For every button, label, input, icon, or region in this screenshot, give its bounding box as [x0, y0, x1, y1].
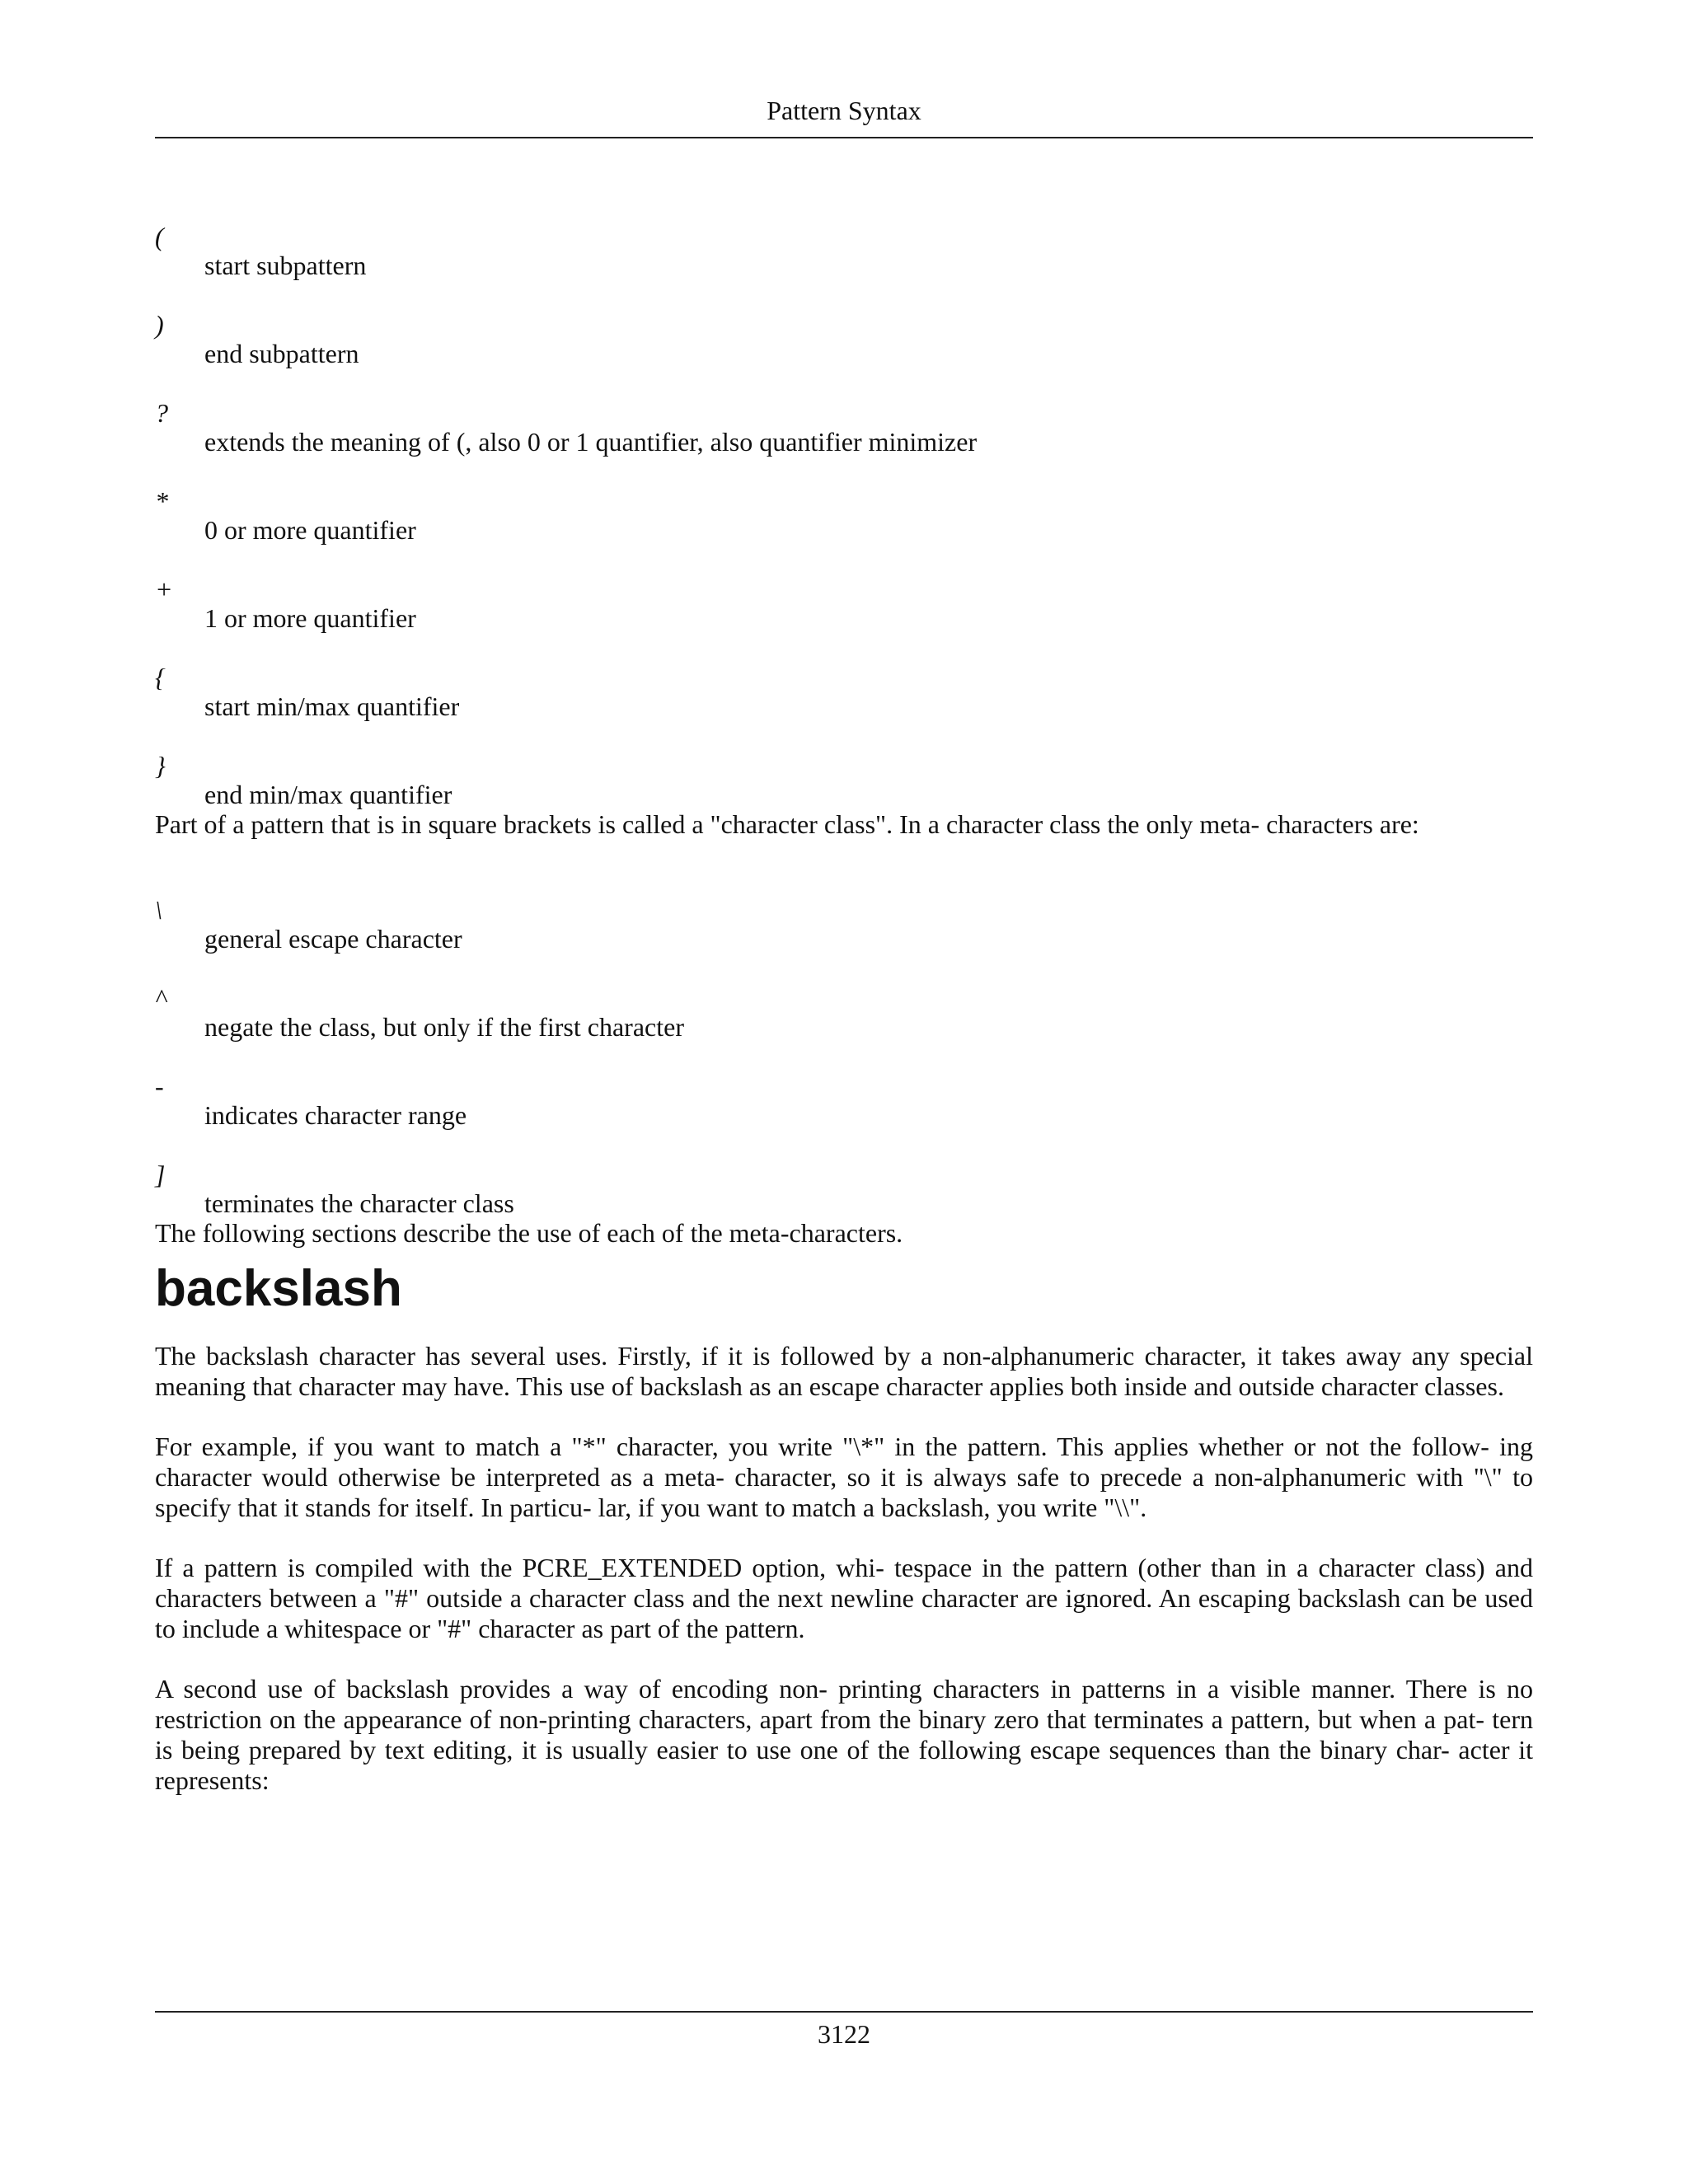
definition-item [155, 223, 1533, 311]
body-paragraph: The backslash character has several uses. Firstly, if it is followed by a non-alphanumeric character, it takes away any special meaning that character may have. This use of backslash as an escape character applies both inside and outside character classes. [155, 1341, 1533, 1401]
meta-description: start subpattern [204, 251, 367, 280]
body-paragraph: A second use of backslash provides a way of encoding non- printing characters in patterns in a visible manner. There is no restriction on the appearance of non-printing characters, apart from the binary zero that terminates a pattern, but when a pat- tern is being prepared by text editing, it is usually easier to use one of the following escape sequences than the binary char- acter it represents: [155, 1674, 1533, 1795]
definition-item [155, 896, 1533, 984]
meta-symbol: ( [155, 222, 164, 251]
running-header: Pattern Syntax [767, 96, 921, 125]
definition-item [155, 487, 1533, 575]
definition-item [155, 575, 1533, 663]
character-class-intro: Part of a pattern that is in square brackets is called a "character class". In a character class the only meta- characters are: [155, 809, 1419, 839]
page-number: 3122 [818, 2019, 870, 2049]
meta-description: start min/max quantifier [204, 691, 460, 721]
header-rule [155, 137, 1533, 138]
meta-symbol: ^ [155, 983, 166, 1013]
meta-description: end min/max quantifier [204, 780, 452, 809]
meta-outside-list [155, 223, 1533, 809]
meta-symbol: - [155, 1071, 164, 1101]
body-paragraph: For example, if you want to match a "*" character, you write "\*" in the pattern. This applies whether or not the follow- ing character would otherwise be interpreted as a meta- character, so it is always safe to precede a non-alphanumeric with "\" to specify that it stands for itself. In particu- lar, if you want to match a backslash, you write "\\". [155, 1432, 1533, 1522]
meta-inside-list [155, 896, 1533, 1218]
meta-description: extends the meaning of (, also 0 or 1 quantifier, also quantifier minimizer [204, 427, 978, 457]
page-content [155, 223, 1533, 1825]
meta-description: general escape character [204, 924, 462, 954]
meta-description: 0 or more quantifier [204, 515, 416, 545]
meta-symbol: ) [155, 310, 164, 340]
definition-item [155, 752, 1533, 809]
footer-rule [155, 2011, 1533, 2013]
meta-description: indicates character range [204, 1100, 467, 1130]
meta-symbol: ? [155, 398, 168, 428]
meta-symbol: ] [155, 1160, 166, 1189]
definition-item [155, 984, 1533, 1072]
spacer [155, 840, 1533, 896]
meta-symbol: \ [155, 895, 162, 925]
definition-item [155, 1160, 1533, 1218]
sections-intro: The following sections describe the use of each of the meta-characters. [155, 1218, 903, 1248]
meta-symbol: } [155, 751, 166, 780]
definition-item [155, 399, 1533, 487]
section-heading: backslash [155, 1260, 402, 1317]
definition-item [155, 663, 1533, 752]
meta-description: end subpattern [204, 339, 359, 368]
body-paragraph: If a pattern is compiled with the PCRE_EXTENDED option, whi- tespace in the pattern (other than in a character class) and characters between a "#" outside a character class and the next newline character are ignored. An escaping backslash can be used to include a whitespace or "#" character as part of the pattern. [155, 1553, 1533, 1643]
meta-symbol: { [155, 663, 166, 692]
meta-description: 1 or more quantifier [204, 603, 416, 633]
meta-symbol: * [155, 486, 168, 516]
meta-symbol: + [155, 574, 173, 604]
meta-description: negate the class, but only if the first character [204, 1012, 684, 1042]
meta-description: terminates the character class [204, 1188, 514, 1218]
definition-item [155, 1072, 1533, 1160]
definition-item [155, 311, 1533, 399]
